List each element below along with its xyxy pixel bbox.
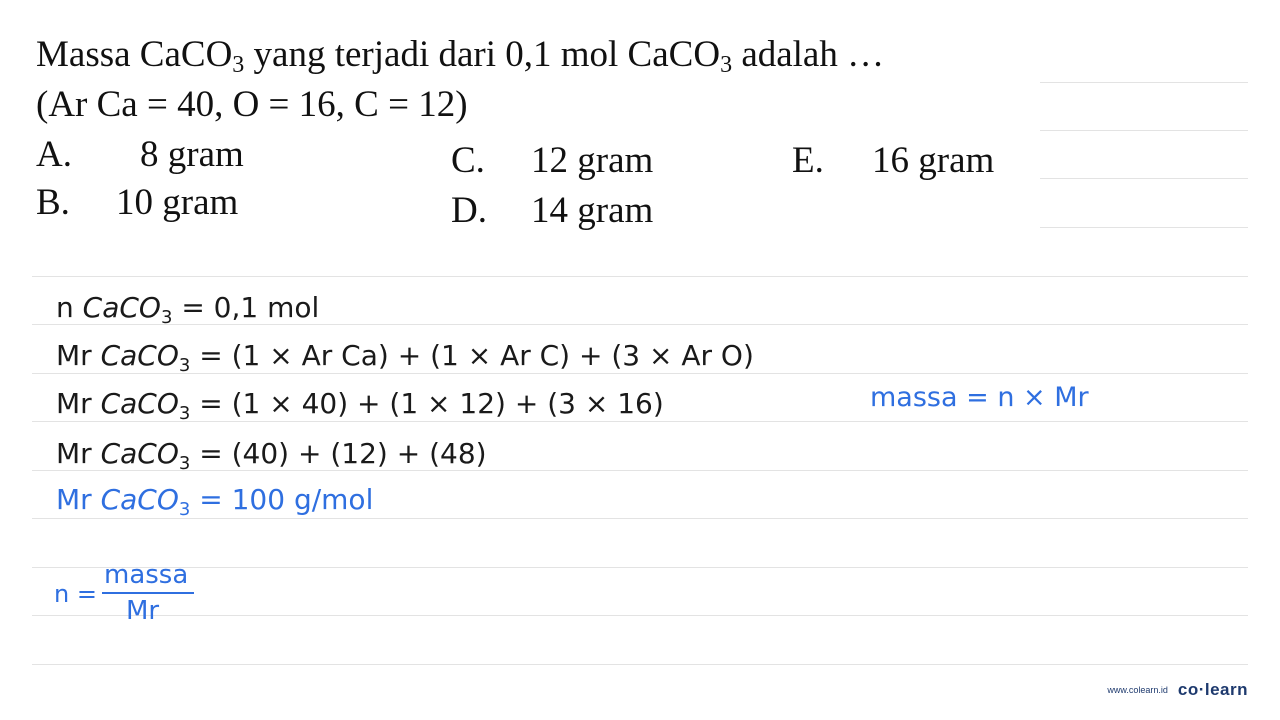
footer-url: www.colearn.id xyxy=(1107,685,1168,695)
formula-numerator: massa xyxy=(104,560,189,590)
option-a: A. 8 gram xyxy=(36,134,244,175)
ruled-line xyxy=(32,664,1248,665)
ruled-line xyxy=(32,470,1248,471)
option-d: D. 14 gram xyxy=(451,190,654,231)
mole-formula xyxy=(54,560,214,624)
formula-lhs: n = xyxy=(54,580,97,608)
ruled-line xyxy=(32,373,1248,374)
solution-line-moles: n CaCO$_3$ = 0,1 mol xyxy=(56,291,320,328)
solution-line-mr-result: Mr CaCO$_3$ = 100 g/mol xyxy=(56,483,374,520)
ruled-line xyxy=(32,567,1248,568)
brand-logo: co·learn xyxy=(1177,680,1248,699)
ruled-line xyxy=(1040,82,1248,83)
solution-line-mr-formula: Mr CaCO$_3$ = (1 × Ar Ca) + (1 × Ar C) + (3 × Ar O) xyxy=(56,339,754,376)
side-note-mass-formula: massa = n × Mr xyxy=(870,382,1089,413)
ruled-line xyxy=(32,518,1248,519)
option-e: E. 16 gram xyxy=(792,140,995,181)
ruled-line xyxy=(32,615,1248,616)
ruled-line xyxy=(32,421,1248,422)
option-b: B. 10 gram xyxy=(36,182,239,223)
option-c: C. 12 gram xyxy=(451,140,654,181)
question-line-2: (Ar Ca = 40, O = 16, C = 12) xyxy=(36,84,468,125)
solution-line-mr-sum: Mr CaCO$_3$ = (40) + (12) + (48) xyxy=(56,437,487,474)
solution-line-mr-substitute: Mr CaCO$_3$ = (1 × 40) + (1 × 12) + (3 × 16) xyxy=(56,387,664,424)
ruled-line xyxy=(1040,130,1248,131)
ruled-line xyxy=(32,276,1248,277)
ruled-line xyxy=(1040,227,1248,228)
formula-denominator: Mr xyxy=(126,596,160,626)
ruled-line xyxy=(32,324,1248,325)
footer-branding xyxy=(1107,680,1248,700)
question-line-1: Massa CaCO$_3$ yang terjadi dari 0,1 mol CaCO$_3$ adalah … xyxy=(36,34,885,78)
fraction-bar xyxy=(102,592,194,594)
ruled-line xyxy=(1040,178,1248,179)
